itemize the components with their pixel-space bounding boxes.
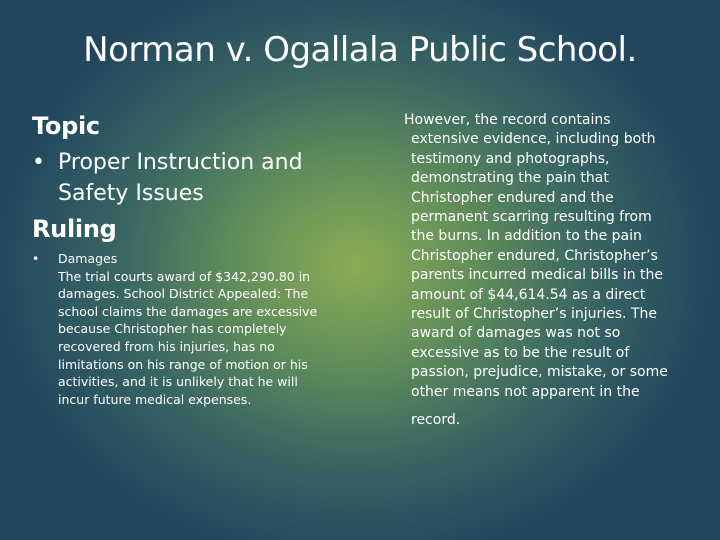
paragraph-line: the burns. In addition to the pain [411,228,642,245]
paragraph-line: Christopher endured and the [411,189,614,206]
slide-title: Norman v. Ogallala Public School. [83,30,637,70]
paragraph-line: testimony and photographs, [411,150,610,167]
paragraph-line: amount of $44,614.54 as a direct [411,286,646,303]
paragraph-line: excessive as to be the result of [411,344,630,361]
ruling-heading: Ruling [32,215,117,243]
ruling-line: The trial courts award of $342,290.80 in [58,268,311,284]
paragraph-line: permanent scarring resulting from [411,209,652,226]
paragraph-line: demonstrating the pain that [411,170,609,187]
ruling-line: damages. School District Appealed: The [58,286,309,302]
topic-bullet-text [32,147,303,209]
paragraph-line: result of Christopher’s injuries. The [411,306,657,323]
bullet-icon: • [32,150,45,175]
ruling-line: because Christopher has completely [58,321,287,337]
paragraph-last-line: record. [411,412,461,429]
right-paragraph [404,111,668,431]
topic-heading: Topic [32,112,100,140]
ruling-line: recovered from his injuries, has no [58,338,275,354]
ruling-line: limitations on his range of motion or his [58,356,308,372]
topic-line: Safety Issues [58,181,204,206]
paragraph-line: Christopher endured, Christopher’s [411,247,658,264]
topic-line: Proper Instruction and [58,150,303,175]
paragraph-line: other means not apparent in the [411,383,640,400]
ruling-line: school claims the damages are excessive [58,303,318,319]
paragraph-line: extensive evidence, including both [411,131,656,148]
ruling-line: Damages [58,251,118,266]
bullet-icon: • [32,251,40,266]
ruling-line: activities, and it is unlikely that he will [58,374,298,390]
ruling-bullet-text [32,250,318,408]
ruling-line: incur future medical expenses. [58,391,252,407]
paragraph-line: passion, prejudice, mistake, or some [411,364,668,381]
paragraph-line: However, the record contains [404,112,611,128]
paragraph-line: parents incurred medical bills in the [411,267,664,284]
paragraph-line: award of damages was not so [411,325,621,342]
